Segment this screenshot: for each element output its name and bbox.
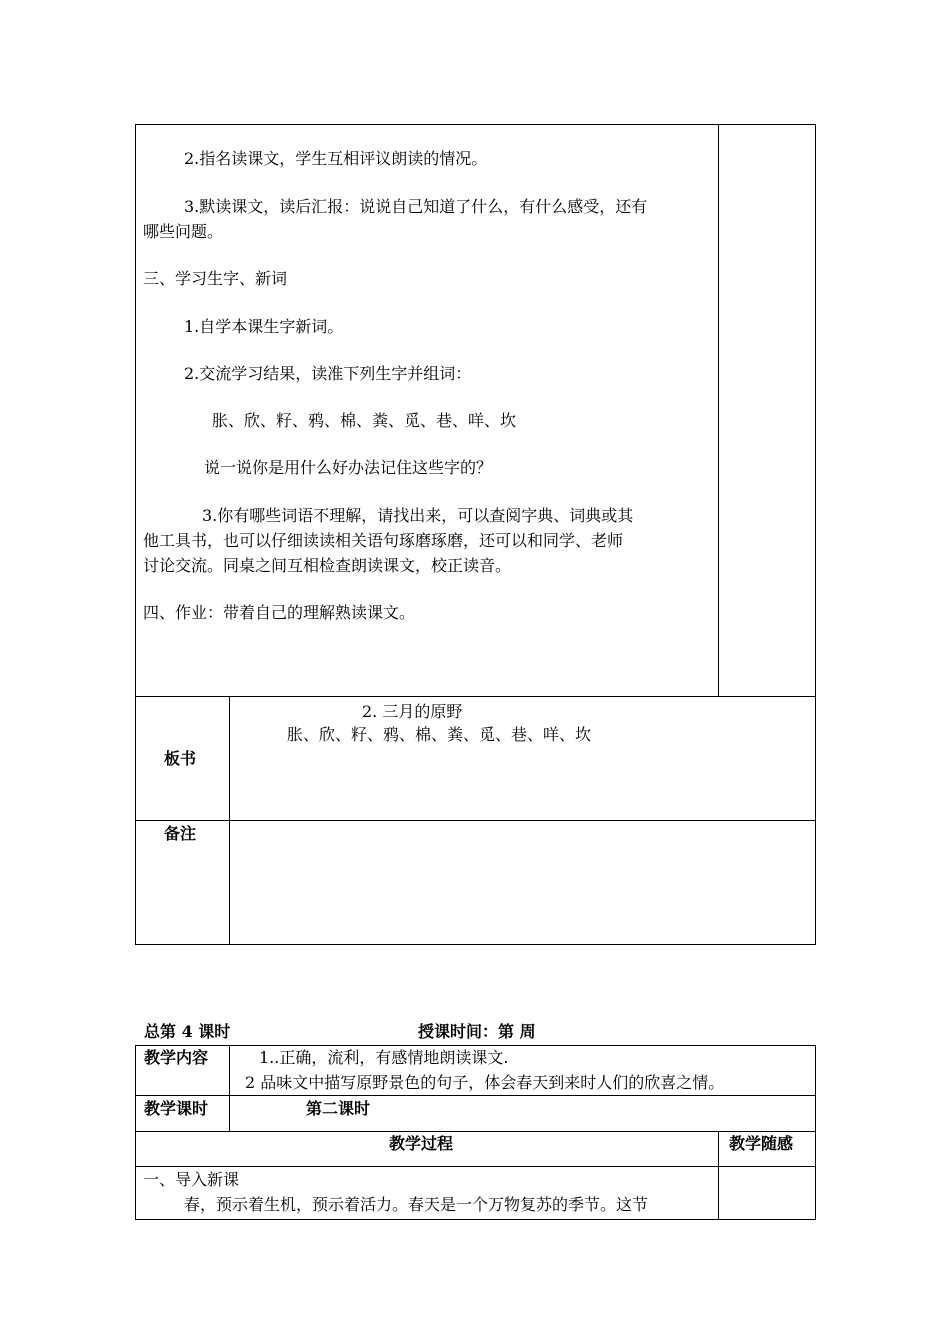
notes-label: 备注 [164,824,197,843]
new-characters: 胀、欣、籽、鸦、棉、粪、觅、巷、咩、坎 [212,411,517,430]
label-column-divider [229,1045,230,1132]
table-border-bottom [135,944,816,945]
board-notes-divider [135,820,816,821]
objective-line: 2 品味文中描写原野景色的句子，体会春天到来时人们的欣喜之情。 [245,1073,725,1092]
process-line: 讨论交流。同桌之间互相检查朗读课文，校正读音。 [143,556,512,575]
reflection-column-divider [718,1131,719,1220]
process-line: 2.交流学习结果，读准下列生字并组词： [184,364,472,383]
lesson-number: 总第 4 课时 [144,1022,231,1041]
table-border-left [135,1045,136,1220]
content-label: 教学内容 [144,1048,209,1067]
table-border-left [135,124,136,945]
period-value: 第二课时 [306,1099,371,1118]
process-header: 教学过程 [389,1134,454,1153]
table-border-top [135,124,816,125]
section-heading: 三、学习生字、新词 [143,269,288,288]
row-divider [135,1166,816,1167]
period-label: 教学课时 [144,1099,209,1118]
process-bottom-divider [135,696,816,697]
section-heading: 四、作业：带着自己的理解熟读课文。 [143,603,416,622]
lesson-time: 授课时间：第 周 [418,1022,536,1041]
board-title: 2. 三月的原野 [362,702,463,721]
process-line: 3.默读课文，读后汇报：说说自己知道了什么，有什么感受，还有 [184,197,648,216]
process-line: 他工具书，也可以仔细读读相关语句琢磨琢磨，还可以和同学、老师 [143,531,624,550]
objective-line: 1..正确，流利，有感情地朗读课文. [259,1048,509,1067]
section-heading: 一、导入新课 [143,1170,240,1189]
table-border-bottom [135,1219,816,1220]
board-label: 板书 [164,749,197,768]
process-line: 2.指名读课文，学生互相评议朗读的情况。 [184,149,488,168]
table-border-top [135,1045,816,1046]
process-line: 3.你有哪些词语不理解，请找出来，可以查阅字典、词典或其 [202,506,634,525]
process-line: 说一说你是用什么好办法记住这些字的？ [204,458,493,477]
table-border-right [815,124,816,945]
row-divider [135,1095,816,1096]
process-line: 春，预示着生机，预示着活力。春天是一个万物复苏的季节。这节 [184,1195,649,1214]
process-line: 哪些问题。 [143,222,224,241]
process-line: 1.自学本课生字新词。 [184,317,344,336]
board-characters: 胀、欣、籽、鸦、棉、粪、觅、巷、咩、坎 [287,725,592,744]
reflection-header: 教学随感 [729,1134,794,1153]
table-border-right [815,1045,816,1220]
row-divider [135,1131,816,1132]
reflection-column-divider [718,124,719,697]
